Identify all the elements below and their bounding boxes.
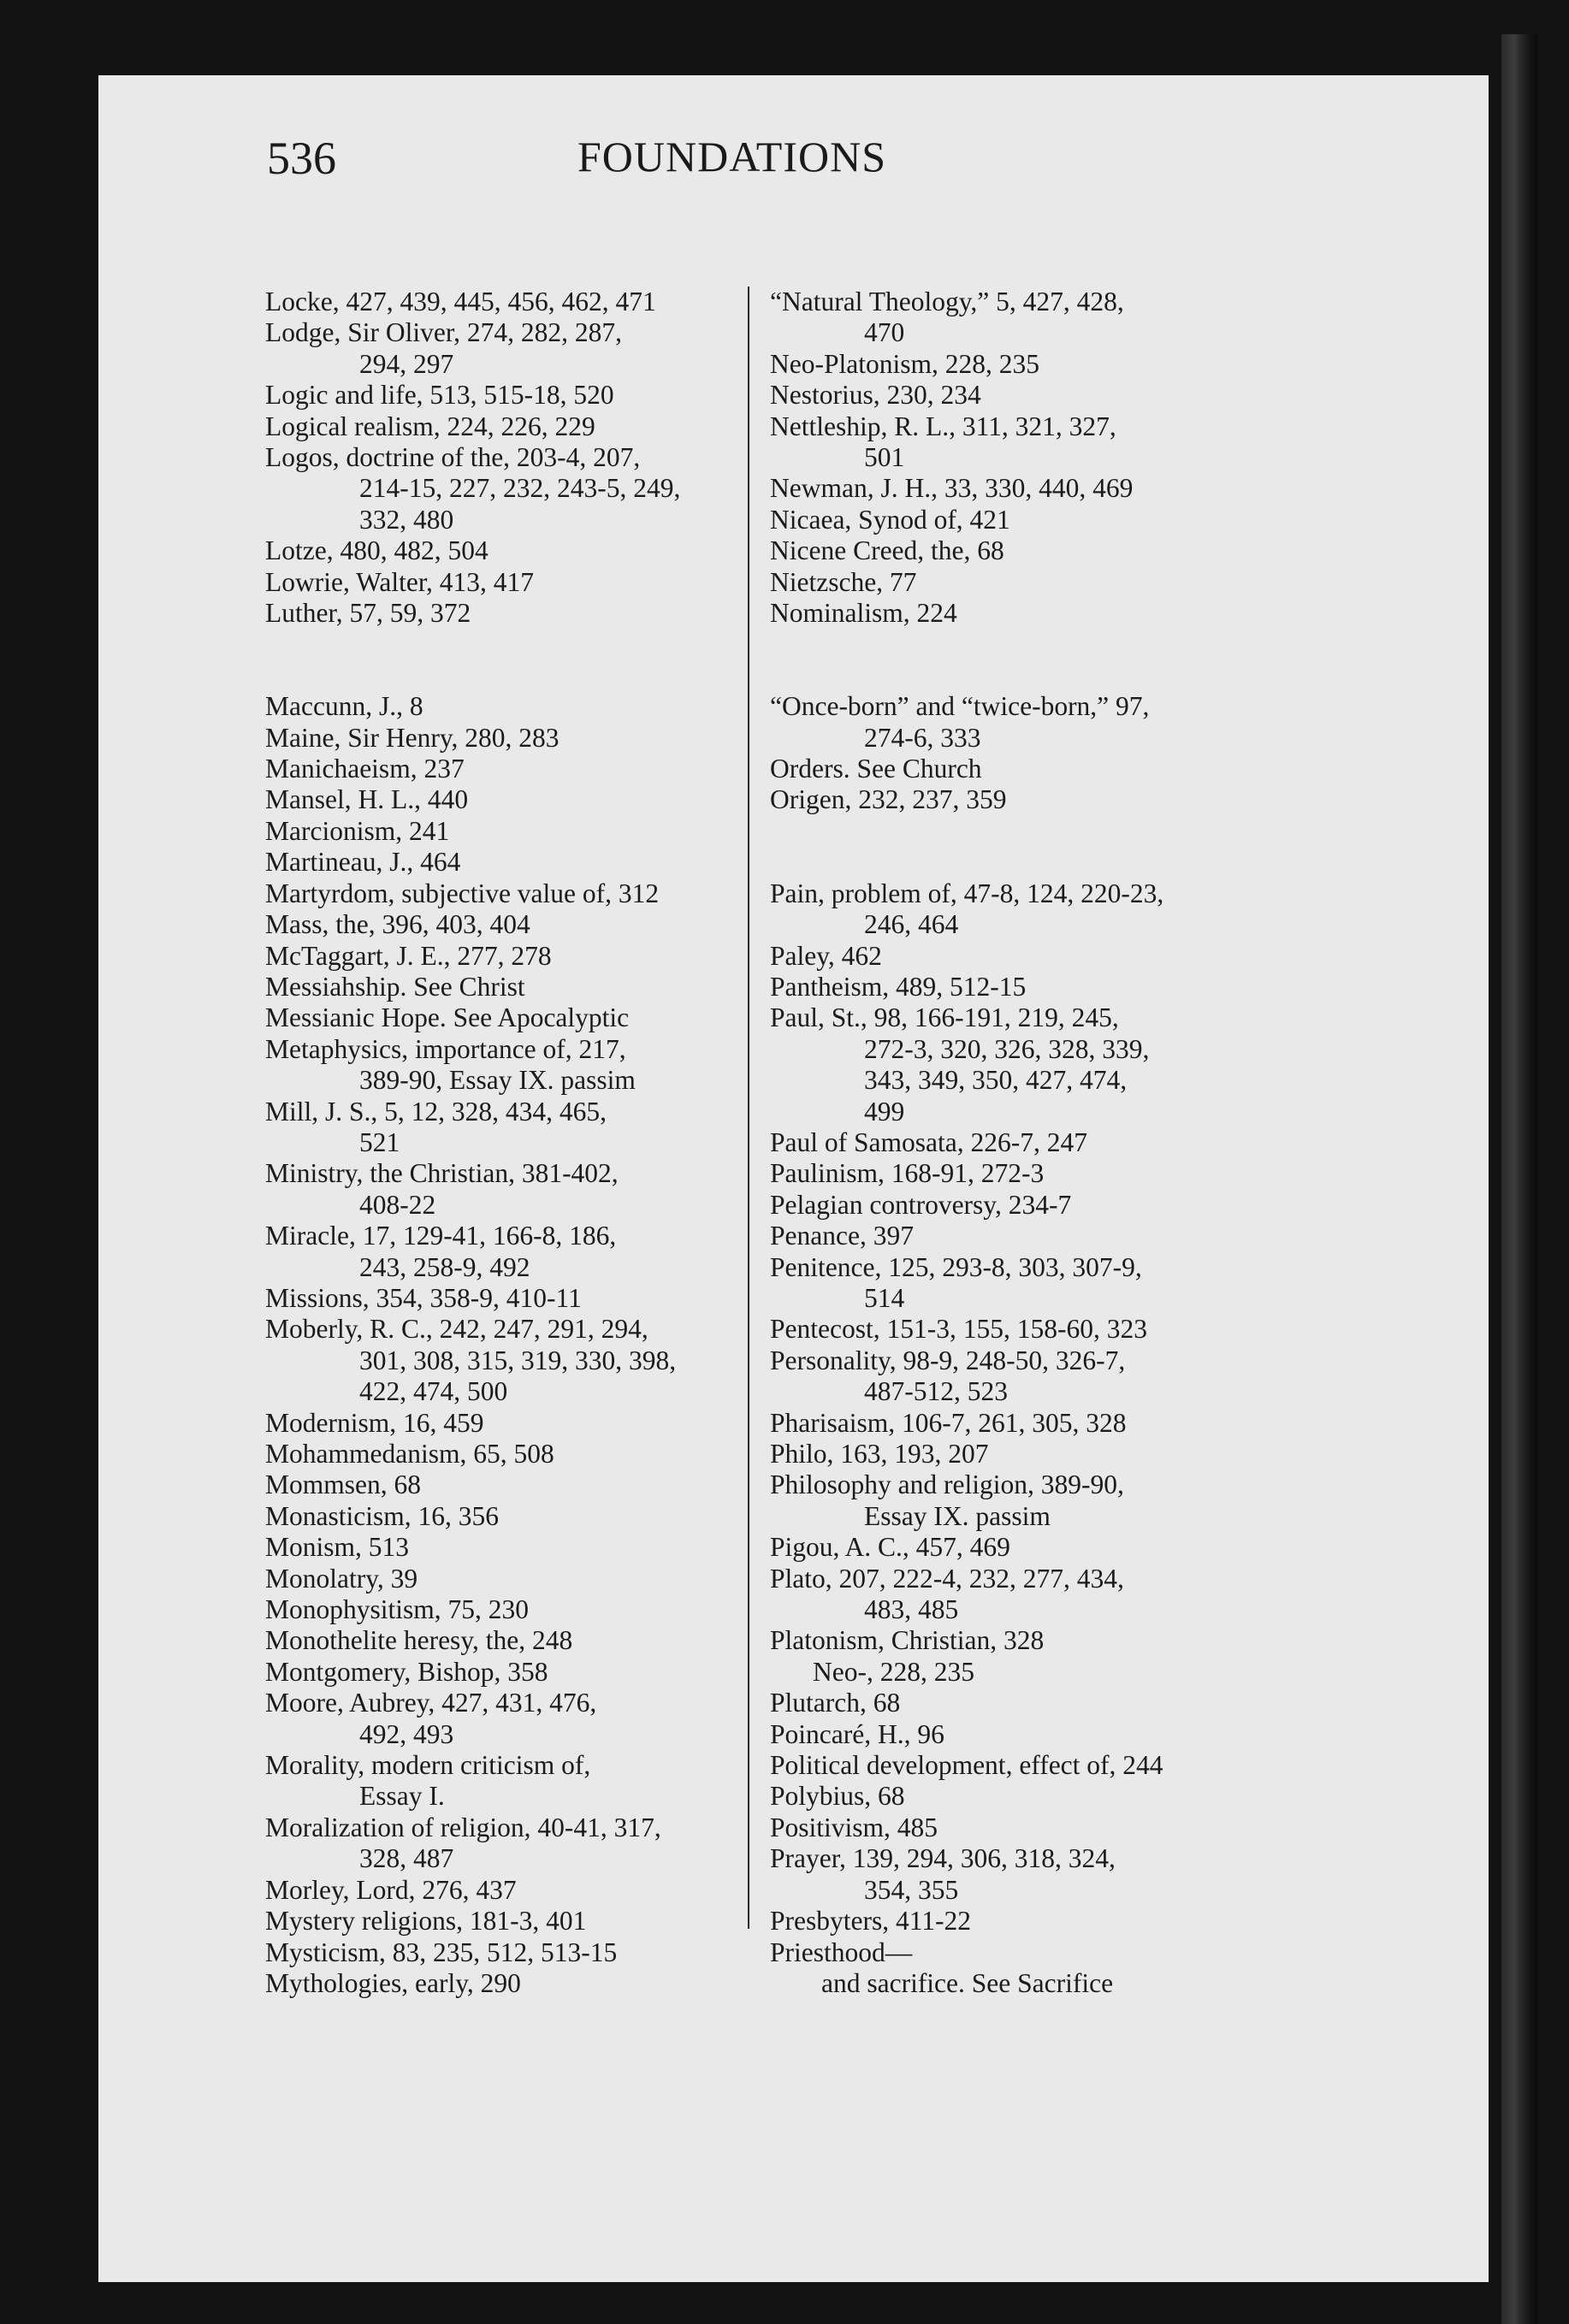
- index-entry: Montgomery, Bishop, 358: [265, 1656, 548, 1687]
- index-entry: Paul, St., 98, 166-191, 219, 245, 272-3, 320, 326, 328, 339, 343, 349, 350, 427, 474, 499: [770, 1002, 1150, 1127]
- section-gap: [770, 629, 1369, 691]
- index-entry: Logical realism, 224, 226, 229: [265, 411, 595, 441]
- index-entry: Mysticism, 83, 235, 512, 513-15: [265, 1937, 618, 1967]
- index-entry: Political development, effect of, 244: [770, 1750, 1163, 1781]
- index-entry: Marcionism, 241: [265, 815, 450, 846]
- index-entry: Mythologies, early, 290: [265, 1967, 521, 1998]
- section-gap: [770, 816, 1369, 878]
- index-entry: Orders. See Church: [770, 754, 982, 784]
- index-entry: “Natural Theology,” 5, 427, 428, 470: [770, 287, 1124, 348]
- index-entry: Presbyters, 411-22: [770, 1906, 972, 1937]
- index-entry: Pelagian controversy, 234-7: [770, 1189, 1072, 1220]
- index-subentry: Neo-, 228, 235: [813, 1656, 974, 1687]
- index-entry: Lowrie, Walter, 413, 417: [265, 566, 535, 597]
- index-entry: Morley, Lord, 276, 437: [265, 1874, 517, 1905]
- index-entry: Manichaeism, 237: [265, 754, 465, 784]
- index-entry: Philosophy and religion, 389-90, Essay IX. passim: [770, 1470, 1124, 1531]
- index-entry: Monothelite heresy, the, 248: [265, 1625, 573, 1656]
- index-entry: Philo, 163, 193, 207: [770, 1439, 989, 1469]
- index-entry: Mohammedanism, 65, 508: [265, 1439, 554, 1470]
- index-entry: Logic and life, 513, 515-18, 520: [265, 380, 614, 411]
- index-entry: Prayer, 139, 294, 306, 318, 324, 354, 355: [770, 1843, 1116, 1905]
- index-entry: Pain, problem of, 47-8, 124, 220-23, 246, 464: [770, 878, 1164, 940]
- index-entry: Poincaré, H., 96: [770, 1718, 944, 1749]
- index-entry: Platonism, Christian, 328: [770, 1625, 1045, 1656]
- index-entry: Penitence, 125, 293-8, 303, 307-9, 514: [770, 1251, 1142, 1313]
- index-entry: Plato, 207, 222-4, 232, 277, 434, 483, 485: [770, 1563, 1124, 1625]
- index-entry: Positivism, 485: [770, 1812, 938, 1842]
- index-entry: Pigou, A. C., 457, 469: [770, 1532, 1010, 1563]
- index-entry: Personality, 98-9, 248-50, 326-7, 487-512, 523: [770, 1345, 1126, 1407]
- index-entry: Monolatry, 39: [265, 1563, 418, 1594]
- index-entry: Polybius, 68: [770, 1781, 905, 1812]
- index-entry: McTaggart, J. E., 277, 278: [265, 940, 552, 971]
- index-entry: Penance, 397: [770, 1221, 914, 1251]
- index-entry: Metaphysics, importance of, 217, 389-90, Essay IX. passim: [265, 1033, 636, 1096]
- page-number: 536: [267, 133, 336, 184]
- index-entry: Monasticism, 16, 356: [265, 1500, 499, 1531]
- index-subentry: and sacrifice. See Sacrifice: [821, 1967, 1114, 1998]
- page-header: [0, 120, 1569, 188]
- index-entry: Nestorius, 230, 234: [770, 380, 981, 411]
- index-entry: Miracle, 17, 129-41, 166-8, 186, 243, 258-9, 492: [265, 1221, 617, 1282]
- index-entry: Messiahship. See Christ: [265, 971, 525, 1002]
- index-entry: Newman, J. H., 33, 330, 440, 469: [770, 473, 1134, 504]
- index-entry: Nettleship, R. L., 311, 321, 327, 501: [770, 411, 1116, 473]
- index-entry: “Once-born” and “twice-born,” 97, 274-6, 333: [770, 691, 1150, 753]
- index-entry: Mansel, H. L., 440: [265, 784, 469, 815]
- index-entry: Moberly, R. C., 242, 247, 291, 294, 301, 308, 315, 319, 330, 398, 422, 474, 500: [265, 1314, 677, 1407]
- index-entry: Maccunn, J., 8: [265, 691, 423, 722]
- index-entry: Logos, doctrine of the, 203-4, 207, 214-15, 227, 232, 243-5, 249, 332, 480: [265, 442, 681, 535]
- index-entry: Pantheism, 489, 512-15: [770, 971, 1027, 1002]
- index-entry: Maine, Sir Henry, 280, 283: [265, 722, 560, 753]
- index-entry: Luther, 57, 59, 372: [265, 598, 471, 629]
- index-entry: Monism, 513: [265, 1532, 410, 1563]
- index-entry: Paley, 462: [770, 940, 882, 971]
- index-entry: Priesthood—: [770, 1937, 913, 1967]
- index-entry: Nietzsche, 77: [770, 566, 917, 597]
- index-entry: Nicene Creed, the, 68: [770, 535, 1004, 566]
- index-entry: Missions, 354, 358-9, 410-11: [265, 1282, 582, 1313]
- scan-edge: [1501, 34, 1537, 2324]
- index-entry: Neo-Platonism, 228, 235: [770, 348, 1039, 379]
- section-gap: [265, 629, 830, 691]
- index-entry: Paulinism, 168-91, 272-3: [770, 1158, 1045, 1189]
- index-entry: Modernism, 16, 459: [265, 1407, 484, 1438]
- index-entry: Martyrdom, subjective value of, 312: [265, 878, 660, 908]
- index-entry: Origen, 232, 237, 359: [770, 784, 1007, 815]
- index-entry: Mill, J. S., 5, 12, 328, 434, 465, 521: [265, 1096, 607, 1157]
- index-entry: Morality, modern criticism of, Essay I.: [265, 1750, 591, 1812]
- index-entry: Monophysitism, 75, 230: [265, 1594, 530, 1625]
- index-entry: Plutarch, 68: [770, 1688, 901, 1718]
- index-entry: Mystery religions, 181-3, 401: [265, 1906, 587, 1937]
- index-entry: Moore, Aubrey, 427, 431, 476, 492, 493: [265, 1688, 597, 1749]
- index-column-left: [265, 287, 830, 1999]
- running-title: FOUNDATIONS: [577, 133, 887, 180]
- index-entry: Messianic Hope. See Apocalyptic: [265, 1002, 630, 1033]
- index-entry: Ministry, the Christian, 381-402, 408-22: [265, 1158, 619, 1220]
- index-entry: Mommsen, 68: [265, 1470, 422, 1500]
- index-entry: Pharisaism, 106-7, 261, 305, 328: [770, 1407, 1127, 1438]
- index-entry: Martineau, J., 464: [265, 847, 461, 878]
- index-entry: Nicaea, Synod of, 421: [770, 504, 1010, 535]
- index-entry: Lodge, Sir Oliver, 274, 282, 287, 294, 297: [265, 317, 622, 379]
- index-entry: Moralization of religion, 40-41, 317, 328, 487: [265, 1812, 661, 1874]
- index-entry: Locke, 427, 439, 445, 456, 462, 471: [265, 287, 656, 316]
- index-entry: Mass, the, 396, 403, 404: [265, 909, 530, 940]
- index-entry: Paul of Samosata, 226-7, 247: [770, 1127, 1087, 1157]
- index-column-right: [770, 287, 1369, 1999]
- index-entry: Pentecost, 151-3, 155, 158-60, 323: [770, 1314, 1147, 1345]
- index-entry: Nominalism, 224: [770, 598, 957, 629]
- index-entry: Lotze, 480, 482, 504: [265, 535, 488, 566]
